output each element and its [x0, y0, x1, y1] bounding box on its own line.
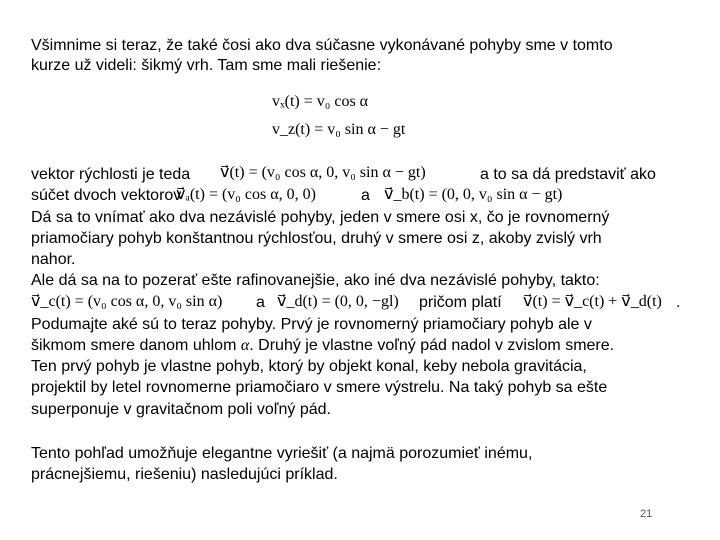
- velocity-text-before: vektor rýchlosti je teda: [31, 166, 191, 183]
- para4-line-2: prácnejšiemu, riešeniu) nasledujúci príklad.: [31, 466, 338, 483]
- intro-line-1: Všimnime si teraz, že také čosi ako dva súčasne vykonávané pohyby sme v tomto: [31, 37, 613, 54]
- sum-and: a: [361, 187, 370, 204]
- para3-line-3: Ten prvý pohyb je vlastne pohyb, ktorý by objekt konal, keby nebola gravitácia,: [31, 358, 587, 375]
- para3-line-2-after: . Druhý je vlastne voľný pád nadol v zvislom smere.: [249, 337, 615, 354]
- para3-line-1: Podumajte aké sú to teraz pohyby. Prvý je rovnomerný priamočiary pohyb ale v: [31, 316, 592, 333]
- velocity-formula: v⃗(t) = (v₀ cos α, 0, v₀ sin α − gt): [220, 164, 426, 181]
- page-number: 21: [640, 508, 653, 520]
- split-period: .: [676, 294, 681, 311]
- split-and: a: [256, 294, 265, 311]
- equation-vz: v_z(t) = v₀ sin α − gt: [272, 121, 406, 138]
- intro-line-2: kurze už videli: šikmý vrh. Tam sme mali riešenie:: [31, 57, 382, 74]
- velocity-text-after: a to sa dá predstaviť ako: [480, 166, 656, 183]
- para3-line-4: projektil by letel rovnomerne priamočiaro v smere výstrelu. Na taký pohyb sa ešte: [31, 379, 608, 396]
- formula-va: v⃗ₐ(t) = (v₀ cos α, 0, 0): [176, 186, 316, 203]
- formula-vc: v⃗_c(t) = (v₀ cos α, 0, v₀ sin α): [31, 293, 223, 310]
- para2-line-1: Dá sa to vnímať ako dva nezávislé pohyby, jeden v smere osi x, čo je rovnomerný: [31, 209, 610, 226]
- split-holds: pričom platí: [419, 294, 502, 311]
- formula-sum: v⃗(t) = v⃗_c(t) + v⃗_d(t): [523, 293, 662, 310]
- formula-vd: v⃗_d(t) = (0, 0, −gl): [277, 293, 399, 310]
- sum-text-before: súčet dvoch vektorov: [31, 187, 182, 204]
- para3-line-2: [31, 336, 614, 355]
- para3-line-2-before: šikmom smere danom uhlom: [31, 337, 237, 354]
- para4-line-1: Tento pohľad umožňuje elegantne vyriešiť (a najmä porozumieť inému,: [31, 445, 533, 462]
- para2-line-4: Ale dá sa na to pozerať ešte rafinovanejšie, ako iné dva nezávislé pohyby, takto:: [31, 272, 600, 289]
- para2-line-2: priamočiary pohyb konštantnou rýchlosťou, druhý v smere osi z, akoby zvislý vrh: [31, 230, 602, 247]
- formula-vb: v⃗_b(t) = (0, 0, v₀ sin α − gt): [384, 186, 563, 203]
- equation-vx: vₓ(t) = v₀ cos α: [272, 93, 369, 110]
- alpha-symbol: α: [240, 337, 250, 354]
- para2-line-3: nahor.: [31, 251, 76, 268]
- para3-line-5: superponuje v gravitačnom poli voľný pád.: [31, 401, 331, 418]
